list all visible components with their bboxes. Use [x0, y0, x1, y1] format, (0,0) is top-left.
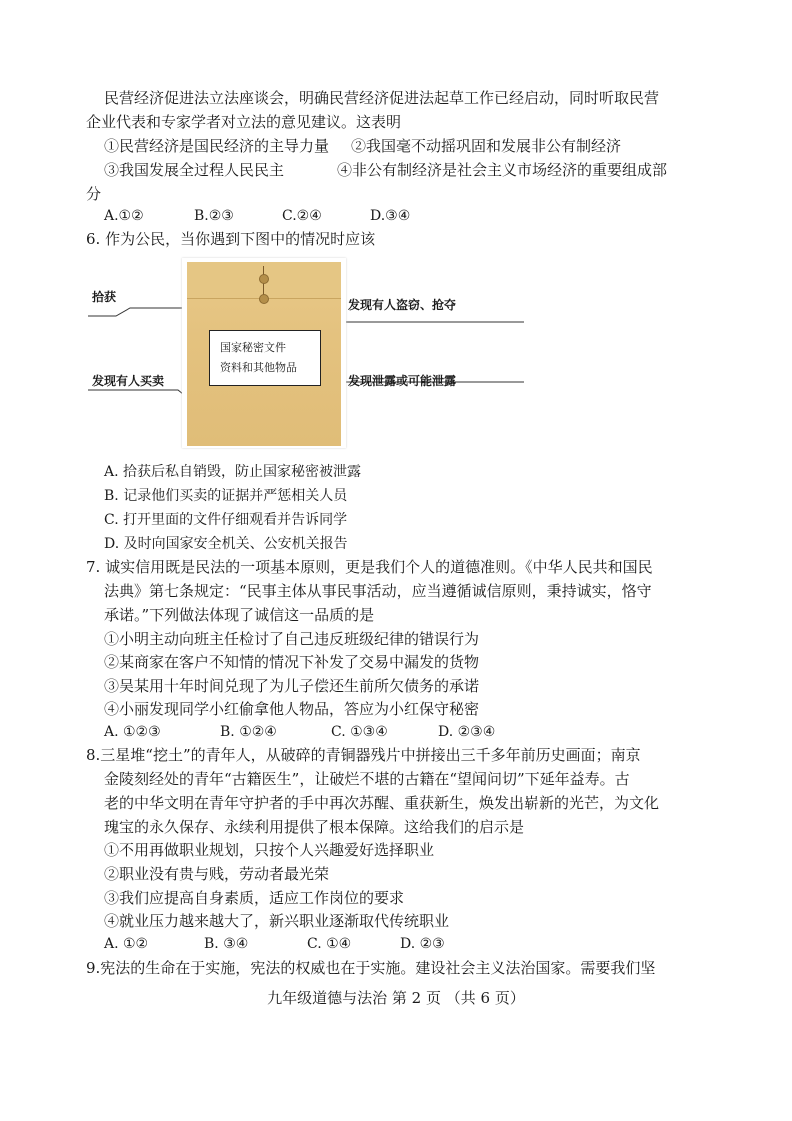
q6-option-c[interactable]: C. 打开里面的文件仔细观看并告诉同学	[104, 512, 348, 528]
envelope-label-line-1: 国家秘密文件	[220, 341, 286, 354]
q7-statement-2: ②某商家在客户不知情的情况下补发了交易中漏发的货物	[104, 653, 480, 671]
q6-figure	[86, 258, 526, 450]
q5-option-c[interactable]: C.②④	[282, 208, 322, 224]
q7-text-line-3: 承诺。”下列做法体现了诚信这一品质的是	[104, 606, 375, 624]
q7-statement-1: ①小明主动向班主任检讨了自己违反班级纪律的错误行为	[104, 630, 480, 648]
q6-option-d[interactable]: D. 及时向国家安全机关、公安机关报告	[104, 536, 348, 552]
q5-statement-4-cont: 分	[86, 185, 102, 203]
q7-option-c[interactable]: C. ①③④	[331, 724, 388, 740]
q8-statement-1: ①不用再做职业规划，只按个人兴趣爱好选择职业	[104, 841, 435, 859]
q7-text-line-2: 法典》第七条规定：“民事主体从事民事活动，应当遵循诚信原则，秉持诚实，恪守	[104, 582, 652, 600]
label-left-top: 拾获	[92, 290, 117, 304]
q8-option-b[interactable]: B. ③④	[204, 936, 249, 952]
q8-statement-2: ②职业没有贵与贱，劳动者最光荣	[104, 865, 330, 883]
q9-text-line-1: 9.宪法的生命在于实施，宪法的权威也在于实施。建设社会主义法治国家。需要我们坚	[86, 959, 656, 977]
q8-option-a[interactable]: A. ①②	[104, 936, 149, 952]
q7-statement-4: ④小丽发现同学小红偷拿他人物品，答应为小红保守秘密	[104, 700, 480, 718]
label-right-bottom: 发现泄露或可能泄露	[348, 374, 457, 388]
q7-statement-3: ③吴某用十年时间兑现了为儿子偿还生前所欠债务的承诺	[104, 677, 480, 695]
q8-text-line-3: 老的中华文明在青年守护者的手中再次苏醒、重获新生，焕发出崭新的光芒，为文化	[104, 794, 660, 812]
q5-text-line-2: 企业代表和专家学者对立法的意见建议。这表明	[86, 113, 402, 131]
label-right-top: 发现有人盗窃、抢夺	[348, 298, 457, 312]
q5-option-b[interactable]: B.②③	[194, 208, 234, 224]
q8-option-c[interactable]: C. ①④	[307, 936, 352, 952]
page-footer: 九年级道德与法治 第 2 页 （共 6 页）	[267, 989, 525, 1007]
envelope-button-top	[259, 274, 269, 284]
q8-text-line-1: 8.三星堆“挖土”的青年人，从破碎的青铜器残片中拼接出三千多年前历史画面；南京	[86, 746, 641, 764]
envelope-image	[182, 258, 346, 448]
q8-text-line-4: 瑰宝的永久保存、永续利用提供了根本保障。这给我们的启示是	[104, 818, 525, 836]
q8-statement-4: ④就业压力越来越大了，新兴职业逐渐取代传统职业	[104, 912, 450, 930]
q5-statement-2: ②我国毫不动摇巩固和发展非公有制经济	[351, 137, 622, 155]
envelope-label	[209, 330, 321, 386]
q8-option-d[interactable]: D. ②③	[400, 936, 445, 952]
q5-text-line-1: 民营经济促进法立法座谈会，明确民营经济促进法起草工作已经启动，同时听取民营	[104, 89, 660, 107]
q6-option-b[interactable]: B. 记录他们买卖的证据并严惩相关人员	[104, 488, 348, 504]
q5-option-a[interactable]: A.①②	[104, 208, 144, 224]
q6-option-a[interactable]: A. 拾获后私自销毁，防止国家秘密被泄露	[104, 464, 362, 480]
label-left-bottom: 发现有人买卖	[92, 374, 165, 388]
q7-option-b[interactable]: B. ①②④	[220, 724, 277, 740]
q7-text-line-1: 7. 诚实信用既是民法的一项基本原则，更是我们个人的道德准则。《中华人民共和国民	[86, 558, 653, 576]
q7-option-a[interactable]: A. ①②③	[104, 724, 161, 740]
q7-option-d[interactable]: D. ②③④	[438, 724, 496, 740]
q5-statement-4: ④非公有制经济是社会主义市场经济的重要组成部	[337, 161, 668, 179]
q6-stem: 6. 作为公民，当你遇到下图中的情况时应该	[86, 230, 376, 248]
q8-text-line-2: 金陵刻经处的青年“古籍医生”，让破烂不堪的古籍在“望闻问切”下延年益寿。古	[104, 770, 630, 788]
q5-statement-3: ③我国发展全过程人民民主	[104, 161, 285, 179]
q5-option-d[interactable]: D.③④	[370, 208, 411, 224]
q8-statement-3: ③我们应提高自身素质，适应工作岗位的要求	[104, 889, 405, 907]
envelope	[187, 262, 341, 446]
envelope-label-line-2: 资料和其他物品	[220, 361, 297, 374]
envelope-button-bottom	[259, 294, 269, 304]
q5-statement-1: ①民营经济是国民经济的主导力量	[104, 137, 330, 155]
